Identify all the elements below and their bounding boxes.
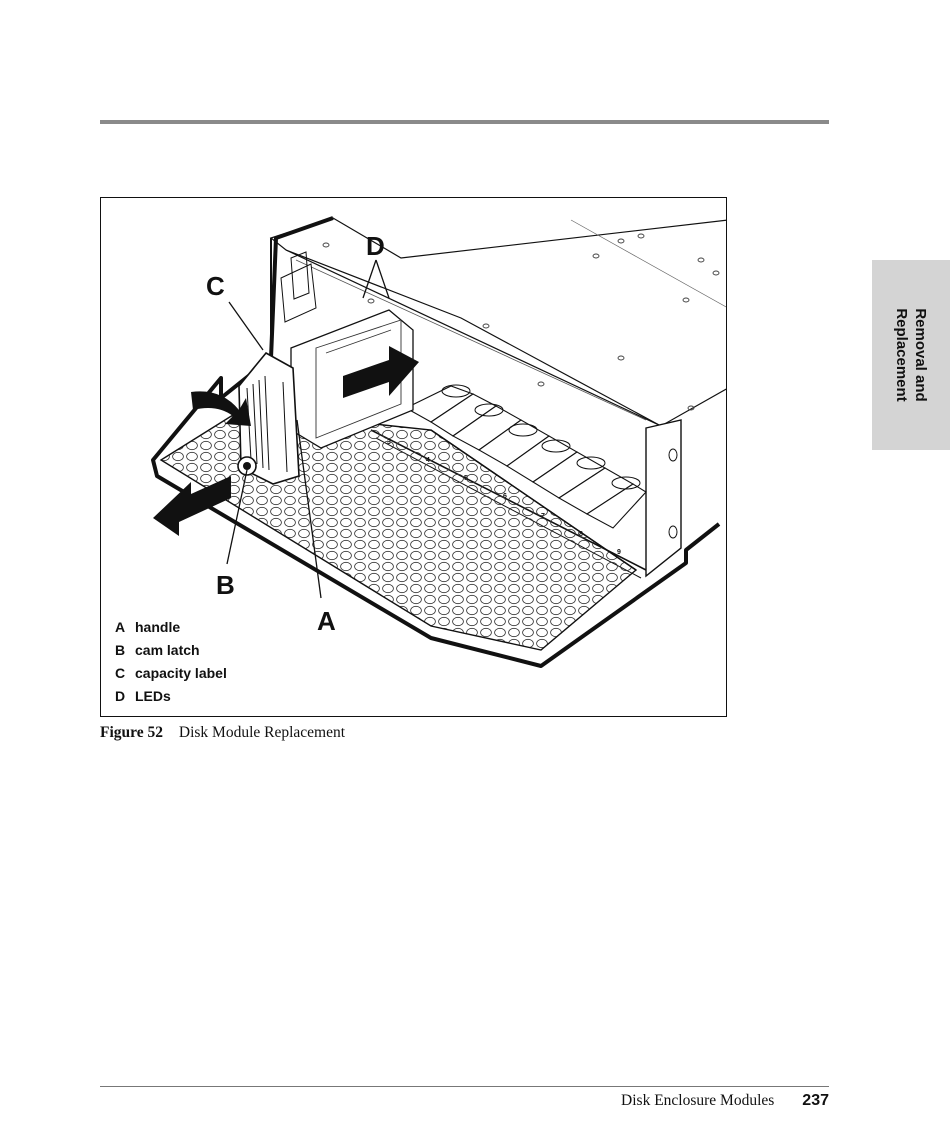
page-number: 237: [802, 1092, 829, 1109]
callout-b: B: [216, 570, 235, 600]
figure-legend: [115, 616, 227, 708]
figure-title: Disk Module Replacement: [178, 724, 346, 741]
footer-rule: [100, 1086, 829, 1087]
figure-number: Figure 52: [100, 724, 163, 741]
adjacent-module: [281, 264, 316, 322]
figure-frame: [100, 197, 727, 717]
legend-item: D LEDs: [115, 688, 171, 704]
footer-section-title: Disk Enclosure Modules: [621, 1092, 775, 1109]
header-rule: [100, 120, 829, 124]
figure-caption: [100, 724, 345, 742]
section-tab-label: Removal and Replacement: [893, 308, 929, 402]
callout-a: A: [317, 606, 336, 636]
legend-item: A handle: [115, 619, 181, 635]
remove-arrow-icon: [153, 476, 231, 536]
callout-c: C: [206, 271, 225, 301]
page-footer: [621, 1092, 829, 1110]
legend-item: B cam latch: [115, 642, 200, 658]
callout-d: D: [366, 231, 385, 261]
slot-number-9: 9: [617, 549, 621, 556]
section-tab: [872, 260, 950, 450]
side-plate: [646, 420, 681, 576]
legend-item: C capacity label: [115, 665, 227, 681]
